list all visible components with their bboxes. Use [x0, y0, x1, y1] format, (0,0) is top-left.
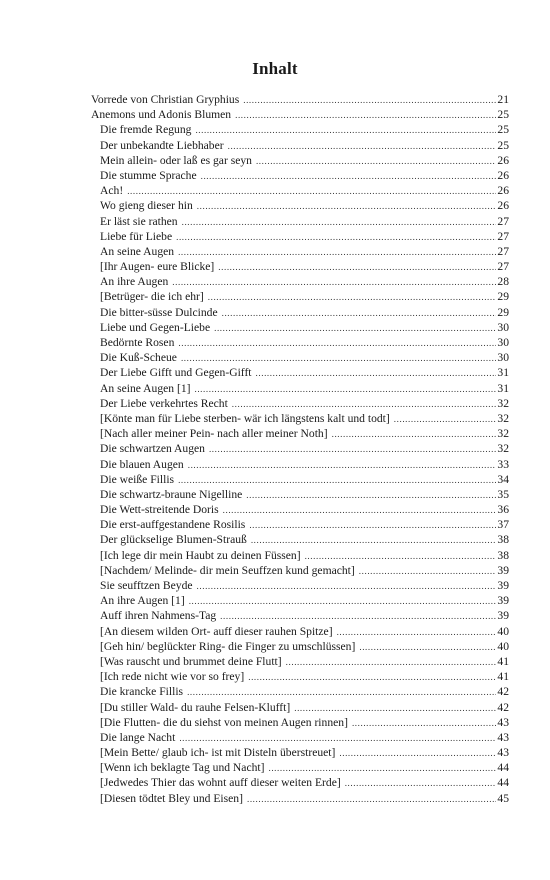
toc-entry	[91, 730, 509, 745]
toc-dot-leader	[243, 93, 496, 108]
toc-entry-page-number: 40	[497, 639, 509, 653]
toc-entry-title: Die schwartzen Augen	[100, 442, 205, 456]
toc-entry-title: An seine Augen [1]	[100, 381, 191, 395]
toc-entry	[91, 183, 509, 198]
toc-dot-leader	[359, 640, 496, 655]
toc-entry	[91, 426, 509, 441]
toc-entry	[91, 274, 509, 289]
toc-entry-title: [Mein Bette/ glaub ich- ist mit Disteln überstreuet]	[100, 746, 336, 760]
toc-entry-title: Die lange Nacht	[100, 730, 176, 744]
toc-entry-title: Die schwartz-braune Nigelline	[100, 487, 243, 501]
toc-entry-title: Sie seufftzen Beyde	[100, 579, 193, 592]
toc-entry-page-number: 45	[497, 791, 509, 805]
toc-entry-title: Der unbekandte Liebhaber	[100, 138, 224, 152]
toc-entry	[91, 396, 509, 411]
toc-entry-title: Vorrede von Christian Gryphius	[91, 93, 240, 106]
toc-entry	[91, 593, 509, 608]
toc-dot-leader	[228, 139, 497, 154]
toc-entry	[91, 289, 509, 304]
toc-dot-leader	[187, 685, 496, 700]
toc-entry	[91, 684, 509, 699]
toc-entry-page-number: 28	[497, 275, 509, 289]
toc-dot-leader	[172, 275, 496, 290]
toc-entry	[91, 517, 509, 532]
toc-dot-leader	[222, 306, 497, 321]
toc-dot-leader	[178, 473, 496, 488]
toc-entry-page-number: 38	[497, 548, 509, 562]
toc-entry	[91, 715, 509, 730]
toc-entry-page-number: 41	[497, 670, 509, 684]
toc-entry-title: Die Wett-streitende Doris	[100, 503, 219, 517]
toc-dot-leader	[194, 382, 496, 397]
toc-dot-leader	[195, 123, 496, 138]
toc-entry-page-number: 39	[497, 594, 509, 608]
toc-dot-leader	[209, 442, 496, 457]
toc-entry-page-number: 29	[497, 305, 509, 319]
toc-dot-leader	[332, 427, 497, 442]
toc-entry	[91, 457, 509, 472]
toc-entry	[91, 639, 509, 654]
toc-entry-page-number: 35	[497, 487, 509, 501]
toc-entry	[91, 745, 509, 760]
toc-entry	[91, 198, 509, 213]
toc-dot-leader	[286, 655, 497, 670]
page-title: Inhalt	[252, 59, 298, 79]
toc-entry-title: [Was rauscht und brummet deine Flutt]	[100, 654, 282, 668]
toc-entry	[91, 335, 509, 350]
toc-entry-title: [An diesem wilden Ort- auff dieser rauhen Spitze]	[100, 624, 333, 638]
toc-entry	[91, 365, 509, 380]
toc-entry	[91, 214, 509, 229]
toc-entry-title: Er läst sie rathen	[100, 214, 178, 228]
toc-entry	[91, 138, 509, 153]
toc-entry-title: Der Liebe verkehrtes Recht	[100, 396, 228, 410]
toc-entry-page-number: 21	[497, 93, 509, 106]
toc-entry-page-number: 27	[497, 214, 509, 228]
toc-dot-leader	[256, 366, 497, 381]
toc-entry-title: Die blauen Augen	[100, 457, 184, 471]
toc-entry-page-number: 25	[497, 123, 509, 137]
toc-dot-leader	[214, 321, 496, 336]
toc-entry-page-number: 41	[497, 654, 509, 668]
toc-dot-leader	[182, 215, 497, 230]
toc-dot-leader	[197, 199, 497, 214]
toc-entry	[91, 578, 509, 593]
toc-entry-title: Ach!	[100, 184, 124, 198]
toc-entry-title: [Ihr Augen- eure Blicke]	[100, 260, 215, 274]
toc-dot-leader	[251, 533, 497, 548]
toc-entry-page-number: 26	[497, 168, 509, 182]
toc-entry-title: [Diesen tödtet Bley und Eisen]	[100, 791, 243, 805]
toc-entry	[91, 411, 509, 426]
toc-entry-page-number: 43	[497, 730, 509, 744]
toc-entry	[91, 608, 509, 623]
toc-entry	[91, 168, 509, 183]
toc-entry	[91, 305, 509, 320]
toc-dot-leader	[294, 701, 496, 716]
toc-entry	[91, 441, 509, 456]
toc-entry-title: Auff ihren Nahmens-Tag	[100, 609, 217, 623]
toc-entry	[91, 259, 509, 274]
toc-entry-title: Anemons und Adonis Blumen	[91, 108, 232, 122]
toc-entry-title: Die krancke Fillis	[100, 685, 184, 699]
table-of-contents	[91, 92, 509, 806]
toc-dot-leader	[189, 594, 497, 609]
toc-dot-leader	[394, 412, 497, 427]
toc-entry-page-number: 29	[497, 290, 509, 304]
toc-entry-title: Mein allein- oder laß es gar seyn	[100, 153, 252, 167]
toc-entry-title: An seine Augen	[100, 244, 175, 258]
toc-entry	[91, 502, 509, 517]
toc-entry-page-number: 44	[497, 761, 509, 775]
toc-entry-title: [Könte man für Liebe sterben- wär ich längstens kalt und todt]	[100, 411, 390, 425]
toc-entry-page-number: 27	[497, 260, 509, 274]
toc-entry-title: [Ich lege dir mein Haubt zu deinen Füssen]	[100, 548, 301, 562]
toc-entry-page-number: 26	[497, 184, 509, 198]
toc-entry-title: [Du stiller Wald- du rauhe Felsen-Klufft]	[100, 700, 291, 714]
toc-dot-leader	[220, 609, 496, 624]
toc-entry	[91, 229, 509, 244]
toc-dot-leader	[345, 776, 497, 791]
toc-dot-leader	[178, 245, 496, 260]
toc-entry-page-number: 32	[497, 396, 509, 410]
toc-entry-title: [Wenn ich beklagte Tag und Nacht]	[100, 761, 265, 775]
toc-entry-page-number: 39	[497, 563, 509, 577]
toc-entry-page-number: 30	[497, 320, 509, 334]
toc-entry	[91, 563, 509, 578]
toc-dot-leader	[352, 716, 496, 731]
toc-entry	[91, 92, 509, 107]
toc-entry-title: Der Liebe Gifft und Gegen-Gifft	[100, 366, 252, 380]
toc-entry-page-number: 27	[497, 244, 509, 258]
toc-entry-title: [Jedwedes Thier das wohnt auff dieser weiten Erde]	[100, 776, 341, 790]
toc-entry-title: Liebe für Liebe	[100, 229, 173, 243]
toc-entry	[91, 791, 509, 806]
toc-entry-page-number: 43	[497, 746, 509, 760]
toc-entry-title: [Geh hin/ beglückter Ring- die Finger zu umschlüssen]	[100, 639, 356, 653]
toc-entry-page-number: 33	[497, 457, 509, 471]
toc-entry	[91, 153, 509, 168]
toc-entry	[91, 760, 509, 775]
toc-entry-page-number: 38	[497, 533, 509, 547]
toc-entry	[91, 548, 509, 563]
toc-entry	[91, 654, 509, 669]
toc-entry-page-number: 26	[497, 199, 509, 213]
toc-entry-page-number: 40	[497, 624, 509, 638]
toc-entry	[91, 775, 509, 790]
toc-dot-leader	[176, 230, 496, 245]
toc-entry-page-number: 25	[497, 138, 509, 152]
toc-dot-leader	[246, 488, 496, 503]
toc-dot-leader	[201, 169, 497, 184]
toc-dot-leader	[127, 184, 496, 199]
toc-entry-page-number: 34	[497, 472, 509, 486]
toc-entry-page-number: 36	[497, 503, 509, 517]
toc-entry	[91, 532, 509, 547]
toc-entry-title: An ihre Augen [1]	[100, 594, 185, 608]
toc-dot-leader	[256, 154, 496, 169]
toc-entry-page-number: 42	[497, 685, 509, 699]
toc-entry-page-number: 44	[497, 776, 509, 790]
toc-entry-title: Die stumme Sprache	[100, 168, 197, 182]
toc-entry-page-number: 42	[497, 700, 509, 714]
toc-entry	[91, 244, 509, 259]
toc-entry-page-number: 39	[497, 579, 509, 592]
toc-entry	[91, 472, 509, 487]
toc-dot-leader	[359, 564, 497, 579]
toc-entry-page-number: 30	[497, 351, 509, 365]
toc-entry-title: Die fremde Regung	[100, 123, 192, 137]
toc-dot-leader	[232, 397, 497, 412]
toc-entry	[91, 320, 509, 335]
toc-entry	[91, 669, 509, 684]
toc-entry-page-number: 30	[497, 336, 509, 349]
toc-entry-page-number: 31	[497, 381, 509, 395]
toc-dot-leader	[178, 336, 496, 351]
toc-entry-title: Die bitter-süsse Dulcinde	[100, 305, 218, 319]
toc-entry-title: [Die Flutten- die du siehst von meinen Augen rinnen]	[100, 715, 348, 729]
toc-entry-page-number: 32	[497, 442, 509, 456]
toc-entry-page-number: 43	[497, 715, 509, 729]
toc-dot-leader	[248, 670, 496, 685]
toc-entry-title: Wo gieng dieser hin	[100, 199, 193, 213]
toc-dot-leader	[188, 458, 497, 473]
toc-dot-leader	[339, 746, 496, 761]
toc-entry-title: Die erst-auffgestandene Rosilis	[100, 518, 246, 532]
toc-entry	[91, 381, 509, 396]
toc-entry-title: [Betrüger- die ich ehr]	[100, 290, 204, 304]
toc-entry-page-number: 25	[497, 108, 509, 122]
toc-entry	[91, 122, 509, 137]
toc-entry-title: Die weiße Fillis	[100, 472, 175, 486]
toc-entry-title: Bedörnte Rosen	[100, 336, 175, 349]
toc-entry-title: Liebe und Gegen-Liebe	[100, 320, 211, 334]
toc-entry-page-number: 37	[497, 518, 509, 532]
toc-entry-page-number: 32	[497, 411, 509, 425]
toc-entry-title: [Ich rede nicht wie vor so frey]	[100, 670, 245, 684]
toc-dot-leader	[218, 260, 496, 275]
toc-entry-page-number: 26	[497, 153, 509, 167]
toc-entry-title: An ihre Augen	[100, 275, 169, 289]
toc-entry	[91, 624, 509, 639]
toc-entry	[91, 700, 509, 715]
toc-entry-title: [Nach aller meiner Pein- nach aller meiner Noth]	[100, 427, 328, 441]
toc-entry-page-number: 27	[497, 229, 509, 243]
toc-dot-leader	[247, 792, 496, 807]
toc-entry-title: Die Kuß-Scheue	[100, 351, 177, 365]
toc-entry-title: Der glückselige Blumen-Strauß	[100, 533, 247, 547]
toc-dot-leader	[197, 579, 497, 594]
toc-dot-leader	[208, 290, 497, 305]
toc-dot-leader	[249, 518, 496, 533]
toc-entry-page-number: 39	[497, 609, 509, 623]
toc-entry	[91, 487, 509, 502]
toc-entry	[91, 107, 509, 122]
toc-dot-leader	[179, 731, 496, 746]
toc-entry-page-number: 31	[497, 366, 509, 380]
toc-dot-leader	[181, 351, 496, 366]
toc-dot-leader	[268, 761, 496, 776]
toc-dot-leader	[223, 503, 497, 518]
toc-entry-title: [Nachdem/ Melinde- dir mein Seuffzen kund gemacht]	[100, 563, 355, 577]
toc-entry	[91, 350, 509, 365]
toc-dot-leader	[305, 549, 497, 564]
toc-entry-page-number: 32	[497, 427, 509, 441]
toc-dot-leader	[235, 108, 496, 123]
toc-dot-leader	[337, 625, 497, 640]
